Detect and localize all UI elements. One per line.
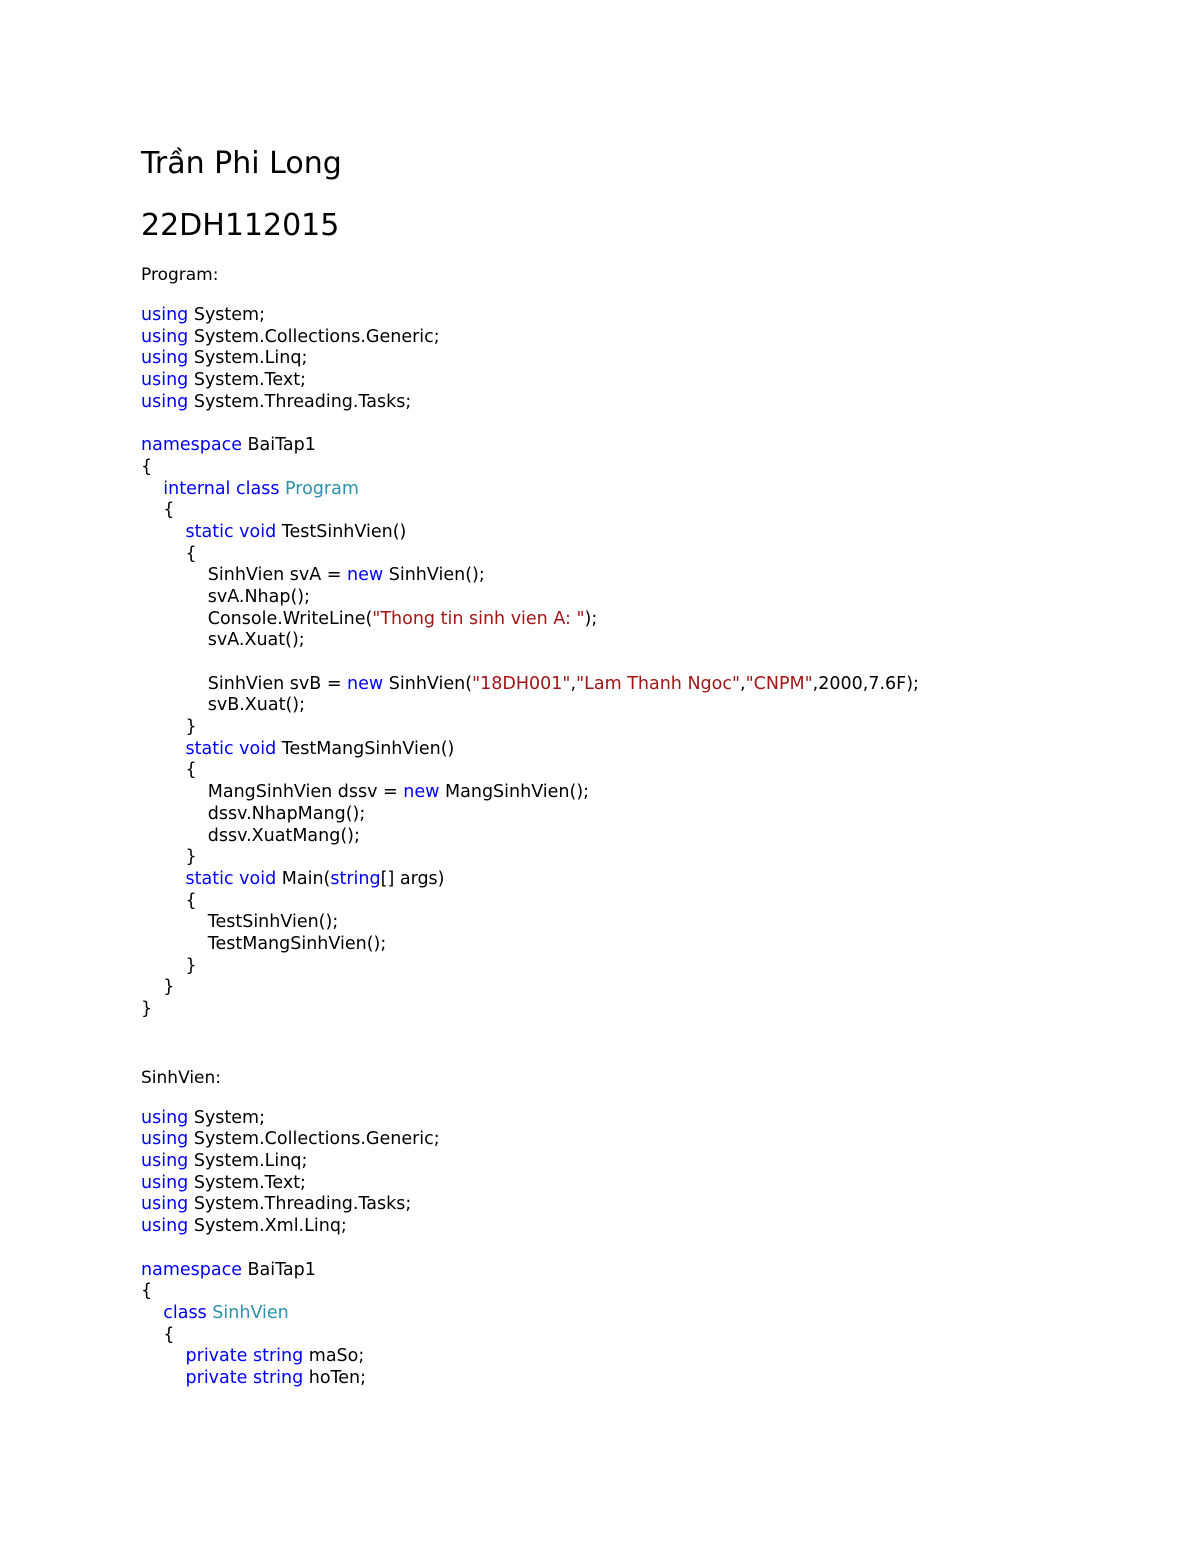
- code-token: );: [584, 608, 598, 629]
- code-token: "18DH001": [472, 673, 571, 694]
- code-line: [141, 1194, 1081, 1216]
- code-token: using: [141, 370, 189, 391]
- code-token: }: [141, 999, 153, 1019]
- code-line: [141, 1325, 1081, 1347]
- code-token: new: [347, 673, 384, 694]
- code-token: using: [141, 348, 189, 369]
- code-line: [141, 934, 1081, 956]
- code-token: Console.WriteLine(: [141, 608, 373, 629]
- code-token: [141, 1303, 163, 1323]
- code-token: ,: [570, 673, 577, 694]
- code-token: System.Text;: [188, 1172, 306, 1193]
- code-token: [141, 869, 186, 889]
- code-line: [141, 652, 1081, 674]
- code-token: private: [185, 1346, 248, 1367]
- code-token: SinhVien svB =: [141, 673, 348, 694]
- code-token: using: [141, 391, 189, 412]
- code-line: [141, 826, 1081, 848]
- code-token: "Lam Thanh Ngoc": [576, 673, 741, 694]
- code-token: using: [141, 1216, 189, 1237]
- code-token: System.Linq;: [188, 348, 308, 369]
- code-token: System.Xml.Linq;: [188, 1216, 347, 1237]
- code-token: [141, 1346, 186, 1366]
- code-token: svA.Nhap();: [141, 586, 311, 607]
- code-line: [141, 999, 1081, 1021]
- code-token: TestMangSinhVien(): [276, 738, 455, 759]
- code-token: string: [330, 868, 381, 889]
- code-token: }: [141, 955, 197, 976]
- code-token: {: [141, 500, 175, 521]
- code-token: using: [141, 326, 189, 347]
- program-section-label: Program:: [141, 265, 219, 285]
- code-line: [141, 674, 1081, 696]
- code-token: System.Text;: [188, 370, 306, 391]
- code-token: ,2000,7.6F);: [812, 673, 919, 694]
- code-token: SinhVien(: [383, 673, 473, 694]
- code-token: {: [141, 1281, 153, 1302]
- code-token: namespace: [141, 1259, 242, 1280]
- sinhvien-code-block: [141, 1108, 1081, 1390]
- code-line: [141, 1303, 1081, 1325]
- code-token: new: [347, 565, 384, 586]
- code-token: [] args): [380, 868, 445, 889]
- code-token: using: [141, 1194, 189, 1215]
- code-line: [141, 1129, 1081, 1151]
- code-line: [141, 695, 1081, 717]
- code-line: [141, 956, 1081, 978]
- code-line: [141, 305, 1081, 327]
- code-line: [141, 1346, 1081, 1368]
- code-line: [141, 739, 1081, 761]
- code-token: Main(: [276, 868, 331, 889]
- code-token: static: [185, 738, 234, 759]
- sinhvien-section-label: SinhVien:: [141, 1067, 222, 1088]
- code-token: string: [252, 1367, 304, 1388]
- code-token: {: [141, 543, 197, 564]
- code-token: void: [239, 868, 277, 889]
- code-token: System.Threading.Tasks;: [188, 1194, 412, 1215]
- code-token: new: [403, 782, 440, 803]
- code-token: class: [163, 1302, 207, 1323]
- code-line: [141, 1216, 1081, 1238]
- code-line: [141, 630, 1081, 652]
- code-line: [141, 869, 1081, 891]
- code-token: }: [141, 847, 197, 868]
- code-line: [141, 1281, 1081, 1303]
- code-token: TestSinhVien(): [276, 521, 407, 542]
- code-token: "CNPM": [745, 673, 813, 694]
- code-line: [141, 370, 1081, 392]
- code-line: [141, 1108, 1081, 1130]
- code-token: dssv.XuatMang();: [141, 825, 360, 846]
- code-line: [141, 977, 1081, 999]
- code-token: {: [141, 1324, 175, 1345]
- code-token: static: [185, 521, 234, 542]
- code-token: [141, 739, 186, 759]
- code-line: [141, 479, 1081, 501]
- code-token: string: [252, 1346, 304, 1367]
- code-token: System.Collections.Generic;: [188, 326, 440, 347]
- code-line: [141, 609, 1081, 631]
- document-content: [141, 141, 1081, 1390]
- code-line: [141, 804, 1081, 826]
- code-token: BaiTap1: [241, 1259, 316, 1280]
- code-token: private: [185, 1367, 248, 1388]
- code-token: SinhVien();: [383, 565, 485, 586]
- code-token: using: [141, 1107, 189, 1128]
- code-line: [141, 565, 1081, 587]
- code-token: System.Threading.Tasks;: [188, 391, 412, 412]
- code-token: System;: [188, 305, 265, 325]
- code-line: [141, 847, 1081, 869]
- code-line: [141, 891, 1081, 913]
- code-line: [141, 1368, 1081, 1390]
- code-line: [141, 457, 1081, 479]
- code-line: [141, 1173, 1081, 1195]
- code-token: TestSinhVien();: [141, 912, 339, 933]
- code-line: [141, 760, 1081, 782]
- code-token: using: [141, 1172, 189, 1193]
- code-line: [141, 392, 1081, 414]
- code-line: [141, 1151, 1081, 1173]
- code-token: using: [141, 305, 189, 325]
- student-id: 22DH112015: [141, 208, 340, 243]
- code-token: maSo;: [303, 1346, 365, 1367]
- code-line: [141, 717, 1081, 739]
- code-line: [141, 912, 1081, 934]
- author-name: Trần Phi Long: [141, 146, 342, 181]
- code-token: static: [185, 868, 234, 889]
- code-line: [141, 327, 1081, 349]
- code-token: System.Collections.Generic;: [188, 1129, 440, 1150]
- code-token: System;: [188, 1107, 265, 1128]
- code-line: [141, 1238, 1081, 1260]
- code-token: void: [239, 521, 277, 542]
- code-token: ,: [740, 673, 746, 694]
- code-token: {: [141, 890, 197, 911]
- code-line: [141, 782, 1081, 804]
- code-line: [141, 587, 1081, 609]
- code-line: [141, 500, 1081, 522]
- code-token: System.Linq;: [188, 1151, 308, 1172]
- code-token: [141, 522, 186, 542]
- code-token: namespace: [141, 435, 242, 456]
- code-token: }: [141, 977, 175, 998]
- code-line: [141, 544, 1081, 566]
- program-code-block: [141, 305, 1081, 1021]
- code-token: [141, 479, 163, 499]
- code-token: using: [141, 1129, 189, 1150]
- code-token: using: [141, 1151, 189, 1172]
- code-token: SinhVien: [212, 1302, 289, 1323]
- code-token: svB.Xuat();: [141, 695, 306, 716]
- code-token: dssv.NhapMang();: [141, 803, 366, 824]
- code-line: [141, 435, 1081, 457]
- code-line: [141, 1260, 1081, 1282]
- code-token: svA.Xuat();: [141, 630, 305, 651]
- code-line: [141, 522, 1081, 544]
- code-token: TestMangSinhVien();: [141, 933, 387, 954]
- code-token: MangSinhVien();: [439, 782, 590, 803]
- code-token: "Thong tin sinh vien A: ": [372, 608, 585, 629]
- code-token: hoTen;: [303, 1367, 367, 1388]
- code-token: class: [236, 478, 280, 499]
- code-line: [141, 348, 1081, 370]
- code-token: [141, 1368, 186, 1388]
- code-token: void: [239, 738, 277, 759]
- code-token: BaiTap1: [241, 435, 316, 456]
- code-token: {: [141, 760, 197, 781]
- code-token: MangSinhVien dssv =: [141, 782, 404, 803]
- code-token: SinhVien svA =: [141, 565, 348, 586]
- code-token: {: [141, 456, 153, 477]
- code-token: Program: [285, 478, 359, 499]
- code-line: [141, 413, 1081, 435]
- code-token: }: [141, 717, 197, 738]
- code-token: internal: [163, 478, 231, 499]
